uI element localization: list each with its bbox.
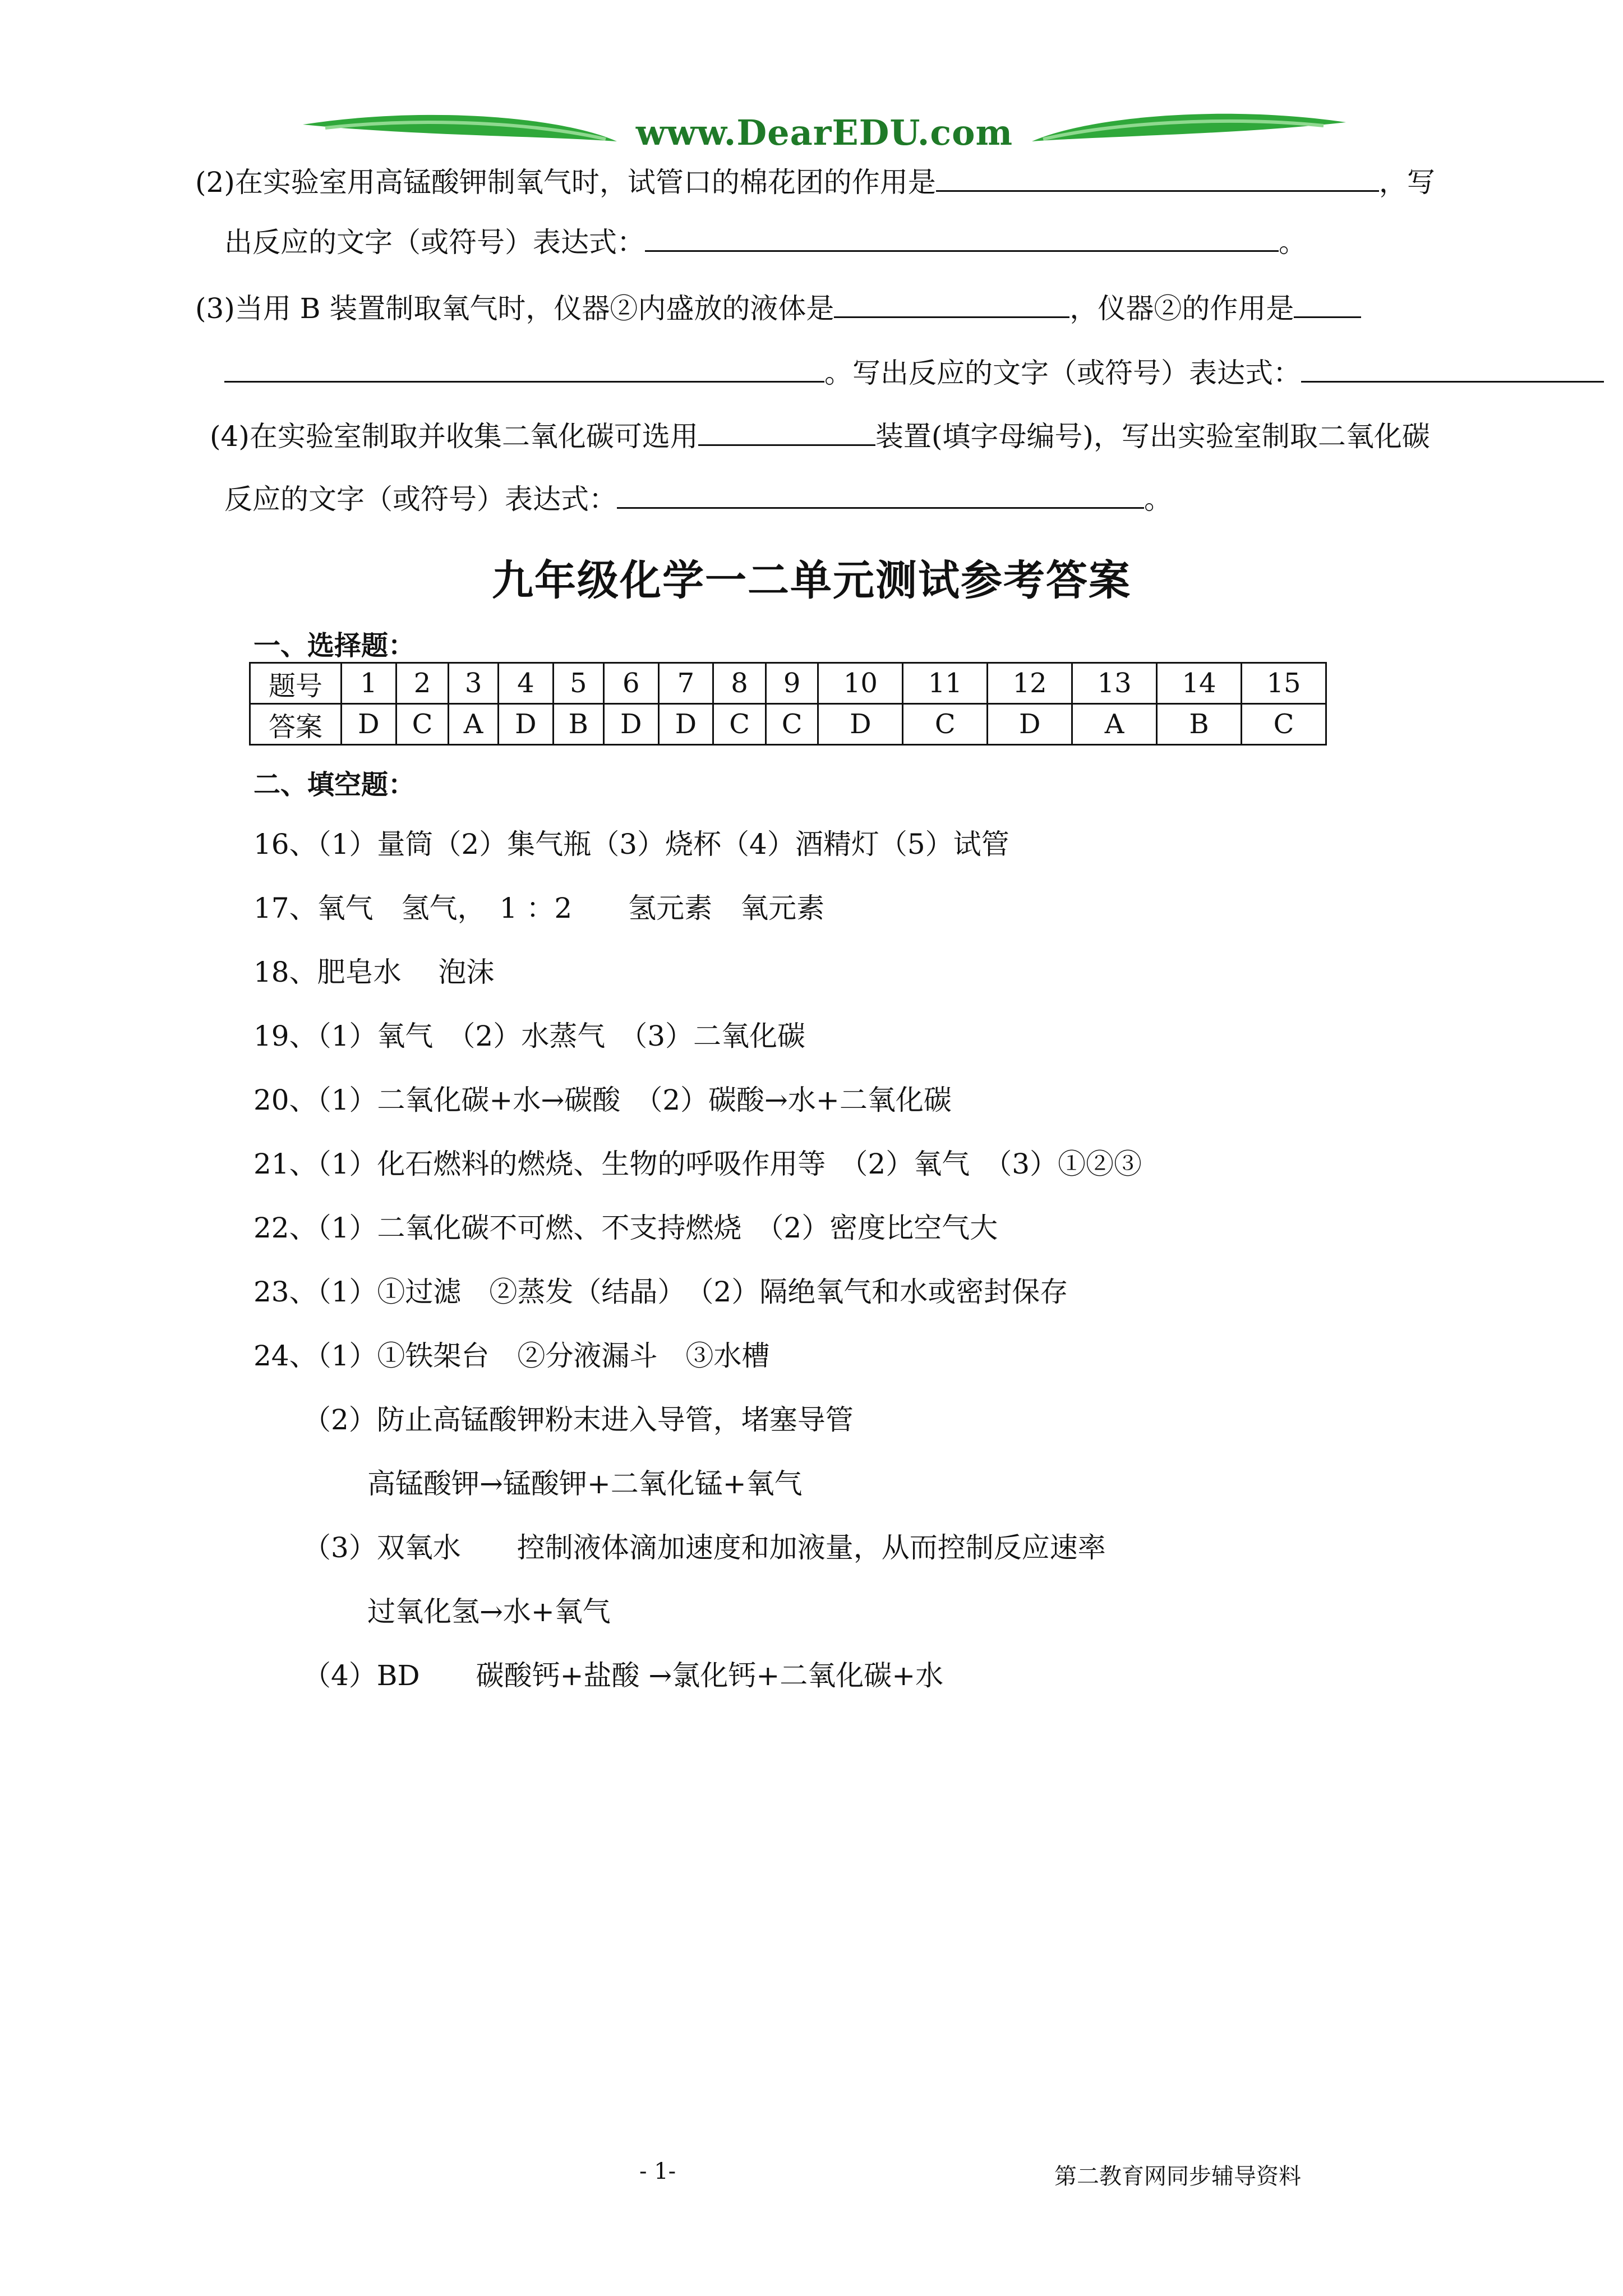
table-header-cell: 答案 (250, 704, 342, 745)
answer-line-16: 16、（1）量筒（2）集气瓶（3）烧杯（4）酒精灯（5）试管 (253, 828, 1009, 861)
question-number-cell: 6 (603, 663, 658, 704)
answer-blank (617, 482, 1144, 509)
question-number-cell: 12 (988, 663, 1072, 704)
answer-blank (936, 165, 1379, 192)
answer-cell: B (1157, 704, 1242, 745)
answer-24-part-2: （2）防止高锰酸钾粉末进入导管，堵塞导管 (303, 1404, 854, 1436)
answer-cell: C (396, 704, 449, 745)
multiple-choice-answer-table (249, 662, 1327, 746)
answer-cell: A (449, 704, 499, 745)
section-1-label: 一、选择题： (253, 630, 416, 661)
question-number-cell: 10 (818, 663, 903, 704)
answer-cell: D (603, 704, 658, 745)
answer-line-17: 17、氧气 氢气， 1 ：2 氢元素 氧元素 (253, 892, 825, 924)
answer-cell: A (1072, 704, 1157, 745)
answer-blank (834, 292, 1069, 318)
answer-line-18: 18、肥皂水 泡沫 (253, 956, 495, 988)
question-4-line-1: (4)在实验室制取并收集二氧化碳可选用 装置(填字母编号)，写出实验室制取二氧化碳 (210, 420, 1430, 453)
answer-blank (645, 226, 1279, 252)
answer-blank (1301, 356, 1604, 383)
table-row (250, 704, 1326, 745)
footer-source: 第二教育网同步辅导资料 (1054, 2164, 1301, 2189)
question-number-cell: 7 (658, 663, 713, 704)
answer-blank (224, 356, 824, 383)
answer-24-part-2-equation: 高锰酸钾→锰酸钾+二氧化锰+氧气 (367, 1467, 803, 1500)
section-2-label: 二、填空题： (253, 769, 416, 800)
question-number-cell: 5 (553, 663, 603, 704)
question-number-cell: 4 (499, 663, 554, 704)
question-number-cell: 1 (342, 663, 396, 704)
page-number: - 1- (639, 2159, 676, 2184)
question-number-cell: 3 (449, 663, 499, 704)
question-number-cell: 8 (713, 663, 766, 704)
question-number-cell: 13 (1072, 663, 1157, 704)
answer-cell: D (988, 704, 1072, 745)
answer-cell: D (818, 704, 903, 745)
answer-line-19: 19、（1）氧气 （2）水蒸气 （3）二氧化碳 (253, 1020, 806, 1052)
answer-24-part-3: （3）双氧水 控制液体滴加速度和加液量，从而控制反应速率 (303, 1531, 1106, 1564)
answer-24-part-3-equation: 过氧化氢→水+氧气 (367, 1595, 611, 1628)
question-number-cell: 2 (396, 663, 449, 704)
answer-cell: D (658, 704, 713, 745)
answer-cell: C (713, 704, 766, 745)
answer-cell: D (342, 704, 396, 745)
question-2-line-2: 出反应的文字（或符号）表达式： 。 (224, 226, 1307, 259)
question-number-cell: 15 (1241, 663, 1326, 704)
answer-cell: D (499, 704, 554, 745)
answer-line-22: 22、（1）二氧化碳不可燃、不支持燃烧 （2）密度比空气大 (253, 1212, 998, 1244)
answer-blank (1294, 292, 1361, 318)
answer-cell: B (553, 704, 603, 745)
question-number-cell: 11 (903, 663, 988, 704)
answer-line-20: 20、（1）二氧化碳+水→碳酸 （2）碳酸→水+二氧化碳 (253, 1084, 952, 1116)
logo-text: www.DearEDU.com (635, 112, 1013, 153)
answer-cell: C (766, 704, 818, 745)
question-4-line-2: 反应的文字（或符号）表达式： 。 (224, 483, 1172, 516)
answer-cell: C (1241, 704, 1326, 745)
answer-line-24: 24、（1）①铁架台 ②分液漏斗 ③水槽 (253, 1340, 770, 1372)
question-3-line-2: 。写出反应的文字（或符号）表达式： (224, 356, 1604, 390)
question-number-cell: 14 (1157, 663, 1242, 704)
table-row (250, 663, 1326, 704)
answer-24-part-4: （4）BD 碳酸钙+盐酸 →氯化钙+二氧化碳+水 (303, 1659, 944, 1692)
question-3-line-1: (3)当用 B 装置制取氧气时，仪器②内盛放的液体是 ，仪器②的作用是 (195, 292, 1361, 325)
answer-cell: C (903, 704, 988, 745)
answer-line-23: 23、（1）①过滤 ②蒸发（结晶） （2）隔绝氧气和水或密封保存 (253, 1276, 1068, 1308)
header-logo (303, 101, 1346, 168)
question-2-line-1: (2)在实验室用高锰酸钾制氧气时，试管口的棉花团的作用是 ，写 (195, 166, 1435, 199)
answer-blank (698, 420, 875, 446)
answer-key-title: 九年级化学一二单元测试参考答案 (492, 556, 1131, 605)
question-number-cell: 9 (766, 663, 818, 704)
answer-line-21: 21、（1）化石燃料的燃烧、生物的呼吸作用等 （2）氧气 （3）①②③ (253, 1148, 1142, 1180)
table-header-cell: 题号 (250, 663, 342, 704)
